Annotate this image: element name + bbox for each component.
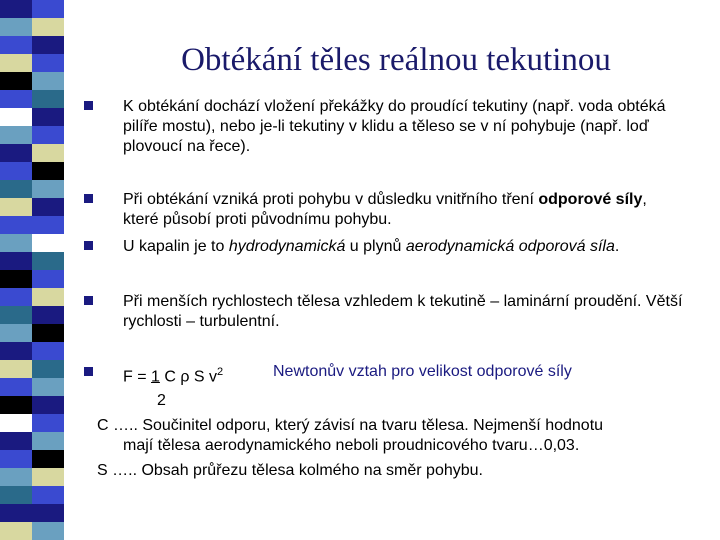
stripe-block	[0, 216, 32, 234]
italic-term: aerodynamická odporová síla	[405, 238, 615, 255]
stripe-block	[32, 504, 64, 522]
stripe-block	[32, 306, 64, 324]
bullet-text: U kapalin je to hydrodynamická u plynů aerodynamická odporová síla.	[123, 238, 620, 255]
stripe-block	[0, 108, 32, 126]
stripe-block	[32, 126, 64, 144]
stripe-block	[32, 90, 64, 108]
stripe-block	[0, 0, 32, 18]
stripe-block	[0, 414, 32, 432]
decorative-color-stripe	[0, 0, 64, 540]
stripe-block	[0, 198, 32, 216]
stripe-block	[32, 216, 64, 234]
stripe-block	[0, 432, 32, 450]
formula-numerator: 1	[151, 368, 160, 386]
stripe-block	[0, 504, 32, 522]
stripe-block	[0, 522, 32, 540]
bullet-text: Při menších rychlostech tělesa vzhledem k tekutině – laminární proudění. Větší rychlosti – turbulentní.	[123, 293, 683, 330]
stripe-block	[32, 234, 64, 252]
stripe-block	[0, 288, 32, 306]
stripe-block	[32, 324, 64, 342]
stripe-block	[32, 18, 64, 36]
stripe-block	[0, 378, 32, 396]
bullet-square-icon	[84, 367, 93, 376]
stripe-block	[32, 54, 64, 72]
stripe-block	[0, 18, 32, 36]
stripe-block	[32, 342, 64, 360]
bullet-square-icon	[84, 101, 93, 110]
definition-c	[97, 416, 697, 456]
stripe-block	[0, 360, 32, 378]
stripe-block	[0, 342, 32, 360]
stripe-block	[0, 144, 32, 162]
stripe-block	[0, 36, 32, 54]
definition-s	[97, 461, 697, 481]
formula-exponent: 2	[217, 366, 224, 378]
bullet-item-odporove-sily	[84, 190, 684, 230]
italic-term: hydrodynamická	[228, 238, 346, 255]
stripe-block	[32, 198, 64, 216]
stripe-block	[32, 180, 64, 198]
stripe-block	[0, 90, 32, 108]
bullet-item-laminarni-turbulentni	[84, 292, 684, 332]
bullet-text: K obtékání dochází vložení překážky do proudící tekutiny (např. voda obtéká pilíře mostu), nebo je-li tekutiny v klidu a těleso se v ní pohybuje (např. loď plovoucí na řece).	[123, 98, 666, 155]
stripe-block	[0, 396, 32, 414]
stripe-block	[32, 378, 64, 396]
stripe-block	[0, 324, 32, 342]
stripe-block	[32, 72, 64, 90]
stripe-block	[0, 486, 32, 504]
formula-denominator: 2	[157, 392, 166, 409]
stripe-block	[32, 486, 64, 504]
bullet-text: Při obtékání vzniká proti pohybu v důsledku vnitřního tření odporové síly, které působí proti původnímu pohybu.	[123, 191, 647, 228]
stripe-block	[32, 36, 64, 54]
definition-line: C ….. Součinitel odporu, který závisí na tvaru tělesa. Nejmenší hodnotu	[97, 417, 604, 434]
stripe-block	[0, 54, 32, 72]
formula-line: F = 1 C ρ S $v^2$ Newtonův vztah pro velikost odporové síly	[123, 363, 572, 386]
stripe-block	[32, 144, 64, 162]
formula-label: Newtonův vztah pro velikost odporové síly	[273, 363, 572, 380]
stripe-block	[0, 270, 32, 288]
definition-line: mají tělesa aerodynamického neboli proudnicového tvaru…0,03.	[123, 437, 580, 454]
stripe-block	[0, 126, 32, 144]
stripe-block	[32, 450, 64, 468]
stripe-block	[0, 468, 32, 486]
bullet-item-obtekani	[84, 97, 684, 157]
bullet-item-kapaliny-plyny	[84, 237, 684, 257]
stripe-block	[32, 288, 64, 306]
bullet-square-icon	[84, 296, 93, 305]
stripe-block	[32, 162, 64, 180]
stripe-block	[0, 450, 32, 468]
stripe-block	[32, 396, 64, 414]
stripe-block	[32, 468, 64, 486]
stripe-block	[32, 414, 64, 432]
stripe-block	[0, 252, 32, 270]
stripe-block	[0, 234, 32, 252]
definition-line: S ….. Obsah průřezu tělesa kolmého na směr pohybu.	[97, 462, 483, 479]
rho-symbol: ρ	[180, 368, 190, 386]
bullet-square-icon	[84, 241, 93, 250]
stripe-block	[0, 162, 32, 180]
stripe-block	[32, 522, 64, 540]
stripe-block	[32, 108, 64, 126]
stripe-block	[32, 252, 64, 270]
stripe-block	[32, 270, 64, 288]
stripe-block	[32, 432, 64, 450]
bullet-square-icon	[84, 194, 93, 203]
bold-term: odporové síly	[538, 191, 643, 208]
stripe-block	[0, 72, 32, 90]
stripe-block	[32, 0, 64, 18]
stripe-block	[0, 306, 32, 324]
stripe-block	[0, 180, 32, 198]
slide-title: Obtékání těles reálnou tekutinou	[181, 42, 611, 78]
stripe-block	[32, 360, 64, 378]
